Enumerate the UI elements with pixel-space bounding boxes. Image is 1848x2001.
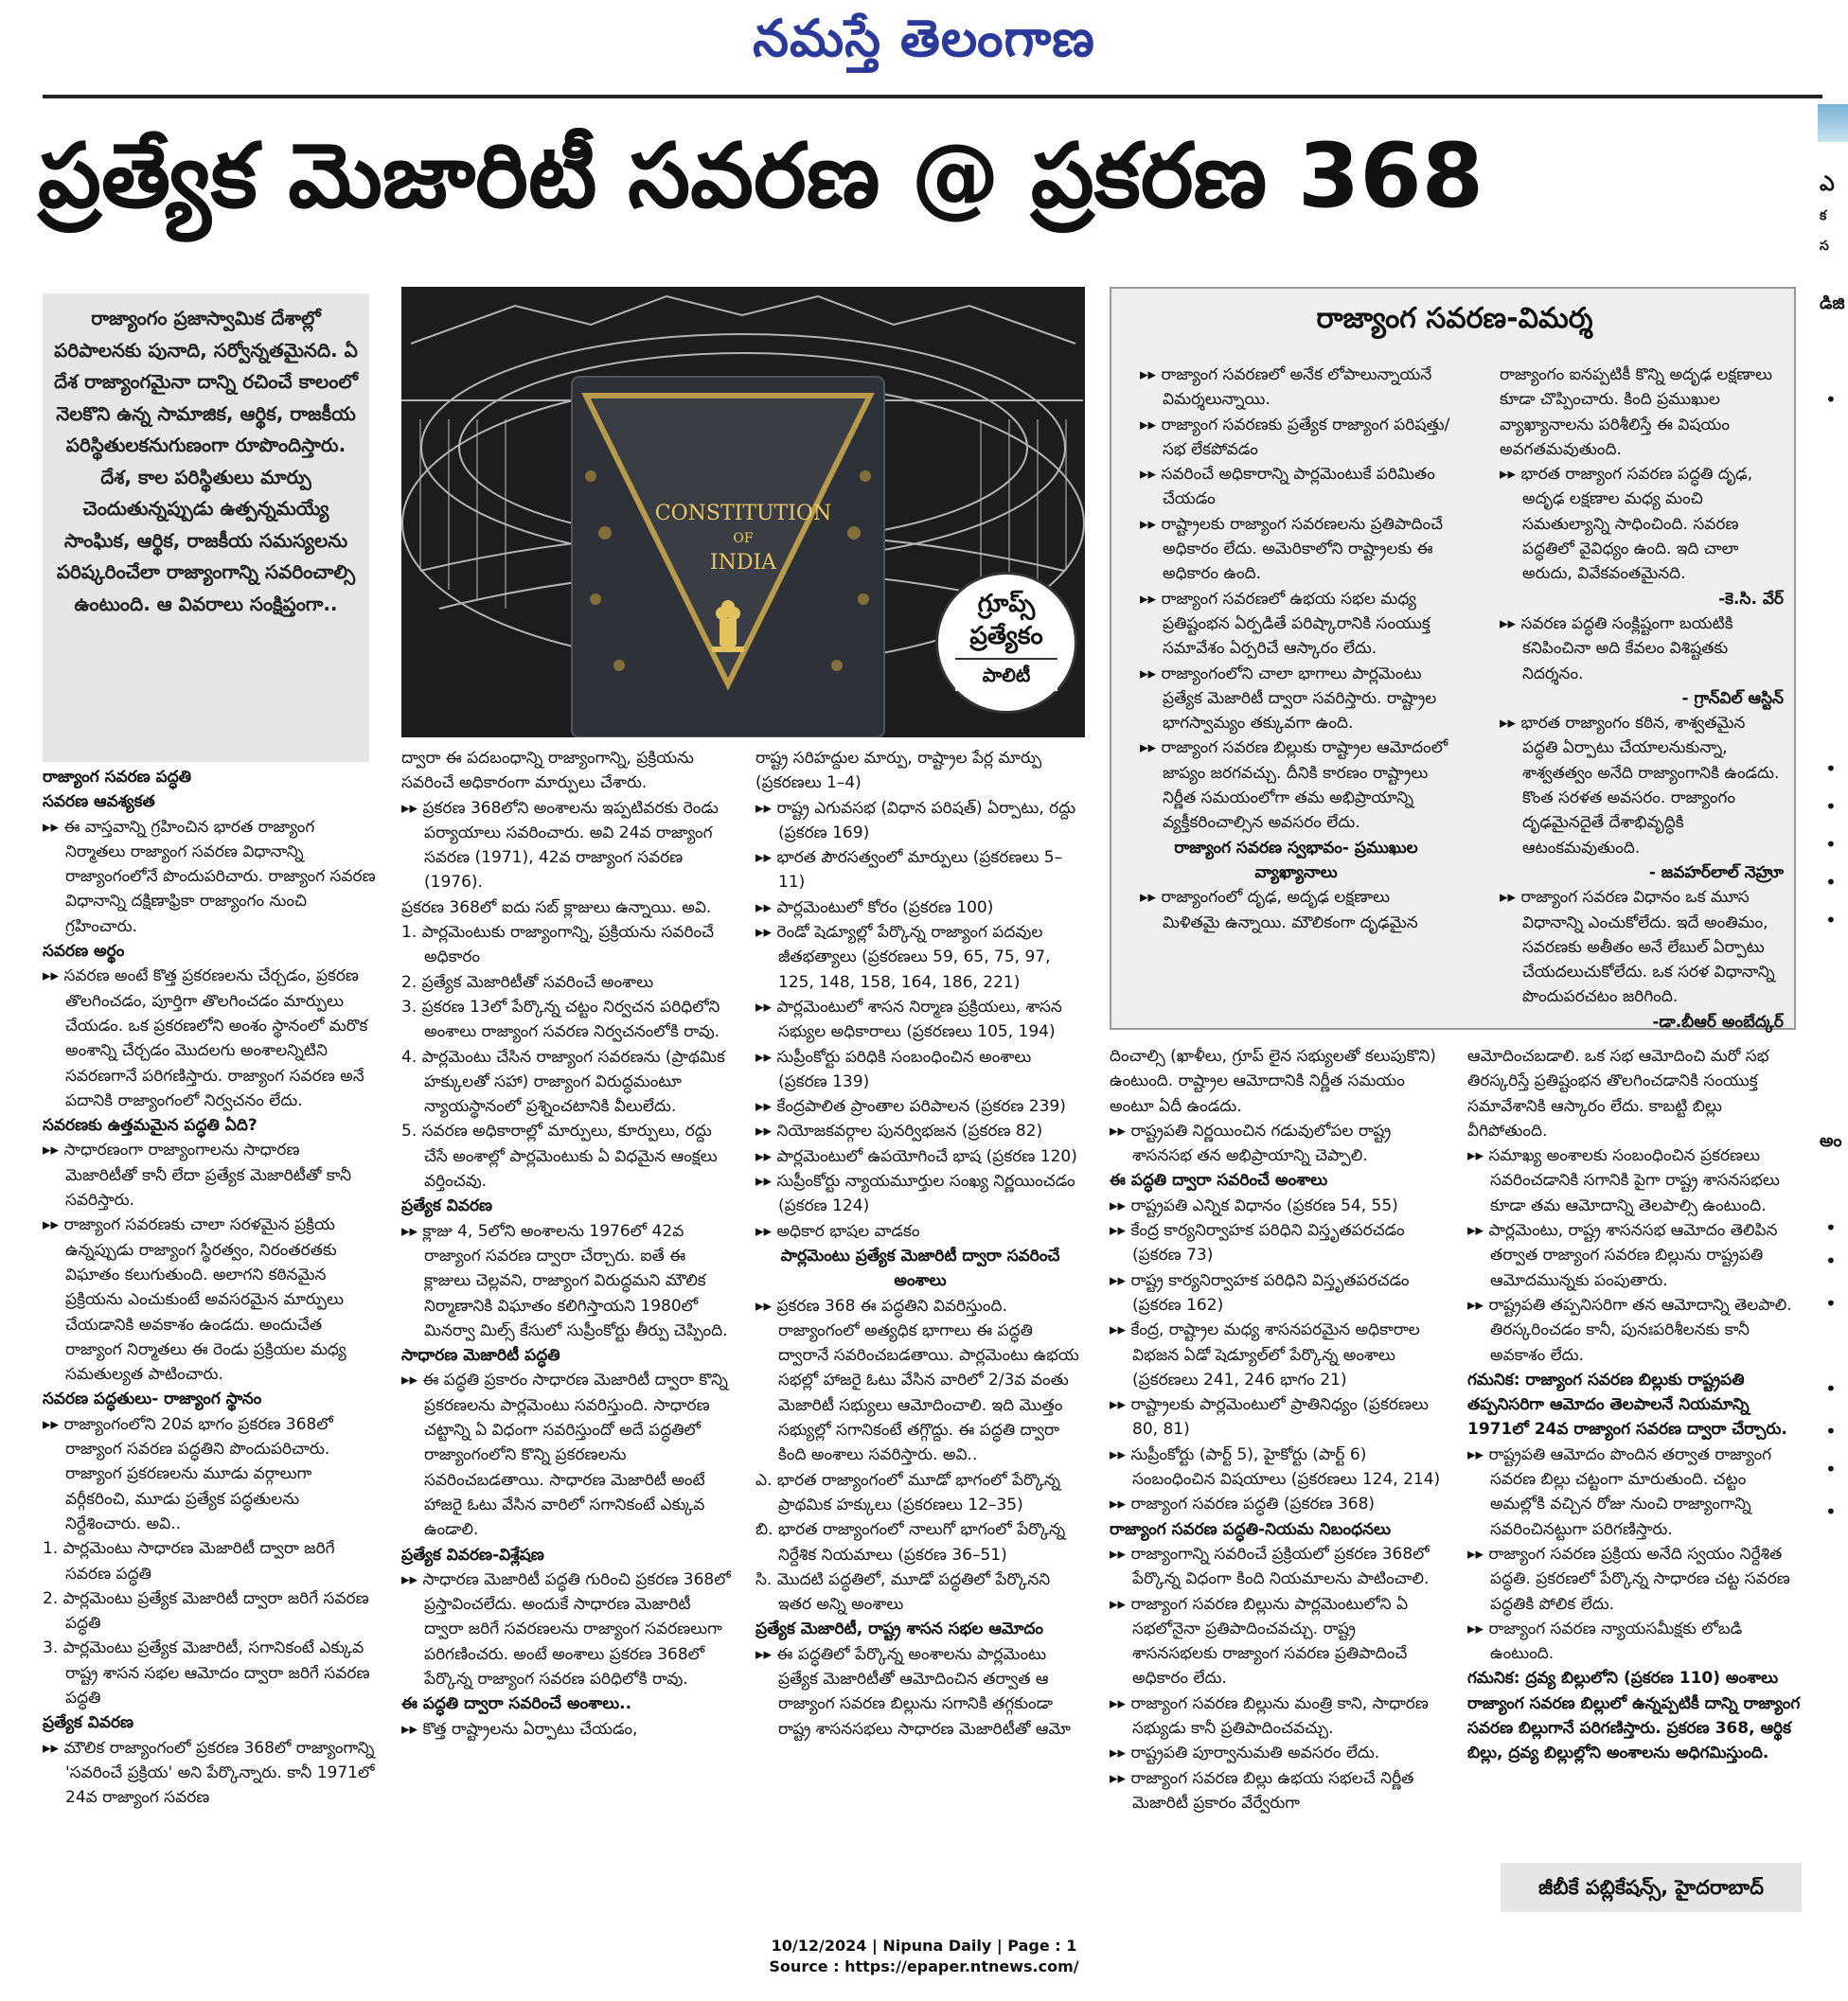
bullet-icon: •: [1825, 871, 1837, 894]
paragraph: ప్రకరణ 368లో ఐదు సబ్ క్లాజులు ఉన్నాయి. అవి.: [401, 897, 712, 917]
section-heading: రాజ్యాంగ సవరణ పద్ధతి-నియమ నిబంధనలు: [1110, 1519, 1391, 1539]
paragraph: 2. పార్లమెంటు ప్రత్యేక మెజారిటీ ద్వారా జరిగే సవరణ పద్ధతి: [43, 1588, 369, 1634]
paragraph: ▸▸ రాష్ట్రాలకు పార్లమెంటులో ప్రాతినిధ్యం (ప్రకరణలు 80, 81): [1110, 1395, 1429, 1440]
paragraph: ▸▸ రాజ్యాంగ సవరణ బిల్లును పార్లమెంటులోని ఏ సభలోనైనా ప్రతిపాదించవచ్చు. రాష్ట్ర శాసనసభలకు రాజ్యాంగ సవరణ ప్రతిపాదించే అధికారం లేదు.: [1110, 1594, 1409, 1689]
section-heading: సవరణ అర్థం: [43, 942, 125, 962]
paragraph: ఆమోదించబడాలి. ఒక సభ ఆమోదించి మరో సభ తిరస్కరిస్తే ప్రతిష్టంభన తొలగించడానికి సంయుక్త సమావేశానికి ఆస్కారం లేదు. కాబట్టి బిల్లు వీగిపోతుంది.: [1467, 1047, 1769, 1141]
paragraph: ▸▸ సవరించే అధికారాన్ని పార్లమెంటుకే పరిమితం చేయడం: [1140, 465, 1435, 509]
quote-author: -డా.బీఆర్ అంబేద్కర్: [1652, 1012, 1784, 1032]
paragraph: ▸▸ పార్లమెంటులో ఉపయోగించే భాష (ప్రకరణ 120): [755, 1146, 1077, 1166]
paragraph: ▸▸ కేంద్ర కార్యనిర్వాహక పరిధిని విస్తృతపరచడం (ప్రకరణ 73): [1110, 1221, 1405, 1266]
section-heading: ప్రత్యేక వివరణ-విశ్లేషణ: [401, 1545, 544, 1565]
paragraph: గమనిక: ద్రవ్య బిల్లులోని (ప్రకరణ 110) అంశాలు రాజ్యాంగ సవరణ బిల్లులో ఉన్నప్పటికీ దాన్ని రాజ్యాంగ సవరణ బిల్లుగానే పరిగణిస్తారు. ప్రకరణ 368, ఆర్థిక బిల్లు, ద్రవ్య బిల్లుల్లోని అంశాలను అధిగమిస్తుంది.: [1467, 1669, 1801, 1763]
bullet-icon: •: [1825, 1216, 1837, 1239]
paragraph: ▸▸ రాజ్యాంగ సవరణ న్యాయసమీక్షకు లోబడి ఉంటుంది.: [1467, 1619, 1743, 1664]
book-title-line: OF: [733, 531, 754, 546]
paragraph: ▸▸ రాష్ట్ర కార్యనిర్వాహక పరిధిని విస్తృతపరచడం (ప్రకరణ 162): [1110, 1270, 1410, 1315]
paragraph: రాజ్యాంగ సవరణ స్వభావం- ప్రముఖుల వ్యాఖ్యానాలు: [1174, 838, 1418, 882]
paragraph: ▸▸ ప్రకరణ 368 ఈ పద్ధతిని వివరిస్తుంది. రాజ్యాంగంలో అత్యధిక భాగాలు ఈ పద్ధతి ద్వారానే సవరించబడతాయి. పార్లమెంటు ఉభయ సభల్లో హాజరై ఓటు వేసిన వారిలో 2/3వ వంతు మెజారిటీ సభ్యులు ఆమోదించాలి. ఇది మొత్తం సభ్యుల్లో సగానికంటే తగ్గొద్దు. ఈ పద్ధతి ద్వారా కింది అంశాలు సవరిస్తారు. అవి..: [755, 1296, 1079, 1465]
paragraph: ▸▸ రాజ్యాంగ సవరణకు చాలా సరళమైన ప్రక్రియ ఉన్నప్పుడు రాజ్యాంగ స్థిరత్వం, నిరంతరతకు విఘాతం కలుగుతుంది. అలాగని కఠినమైన ప్రక్రియను ఎంచుకుంటే అవసరమైన మార్పులు చేయడానికి అవకాశం ఉండదు. అందుచేత రాజ్యాంగ నిర్మాతలు ఈ రెండు ప్రక్రియల మధ్య సమతుల్యత పాటించారు.: [43, 1215, 346, 1385]
footer-source: Source : https://epaper.ntnews.com/: [769, 1957, 1079, 1975]
paragraph: ▸▸ పార్లమెంటులో శాసన నిర్మాణ ప్రక్రియలు, శాసన సభ్యుల అధికారాలు (ప్రకరణలు 105, 194): [755, 997, 1062, 1042]
book-title-line: CONSTITUTION: [654, 502, 832, 525]
bullet-icon: •: [1825, 833, 1837, 856]
adjacent-fragment: ఎ: [1820, 172, 1835, 196]
paragraph: గమనిక: రాజ్యాంగ సవరణ బిల్లుకు రాష్ట్రపతి తప్పనిసరిగా ఆమోదం తెలపాలనే నియమాన్ని 1971లో 24వ రాజ్యాంగ సవరణ ద్వారా చేర్చారు.: [1467, 1370, 1787, 1440]
bullet-icon: •: [1825, 1458, 1837, 1480]
column-1: [43, 765, 376, 1810]
paragraph: రాజ్యాంగం ఐనప్పటికీ కొన్ని అదృఢ లక్షణాలు కూడా చొప్పించారు. కింది ప్రముఖుల వ్యాఖ్యానాలను పరిశీలిస్తే ఈ విషయం అవగతమవుతుంది.: [1500, 365, 1773, 459]
bullet-icon: •: [1825, 1420, 1837, 1443]
bullet-icon: •: [1825, 1377, 1837, 1400]
column-4: [1110, 1044, 1443, 1815]
bullet-icon: •: [1825, 1292, 1837, 1315]
badge-sub-text: పాలిటీ: [955, 658, 1057, 691]
paragraph: 5. సవరణ అధికారాల్లో మార్పులు, కూర్పులు, రద్దు చేసే అంశాల్లో పార్లమెంటుకు ఏ విధమైన ఆంక్షలు వర్తించవు.: [401, 1122, 718, 1192]
section-heading: ప్రత్యేక వివరణ: [401, 1196, 493, 1216]
paragraph: ▸▸ ఈ పద్ధతిలో పేర్కొన్న అంశాలను పార్లమెంటు ప్రత్యేక మెజారిటీతో ఆమోదించిన తర్వాత ఆ రాజ్యాంగ సవరణ బిల్లును సగానికి తగ్గకుండా రాష్ట్ర శాసనసభలు సాధారణ మెజారిటీతో ఆమో: [755, 1644, 1071, 1739]
paragraph: ▸▸ సమాఖ్య అంశాలకు సంబంధించిన ప్రకరణలు సవరించడానికి సగానికి పైగా రాష్ట్ర శాసనసభలు కూడా తమ ఆమోదాన్ని తెలపాల్సి ఉంటుంది.: [1467, 1146, 1780, 1215]
paragraph: ▸▸ ఈ వాస్తవాన్ని గ్రహించిన భారత రాజ్యాంగ నిర్మాతలు రాజ్యాంగ సవరణ విధానాన్ని రాజ్యాంగంలోనే పొందుపరిచారు. రాజ్యాంగ సవరణ విధానాన్ని దక్షిణాఫ్రికా రాజ్యాంగం నుంచి గ్రహించారు.: [43, 817, 376, 936]
paragraph: ▸▸ సవరణ పద్ధతి సంక్లిష్టంగా బయటికి కనిపించినా అది కేవలం విశిష్టతకు నిదర్శనం.: [1500, 613, 1733, 683]
paragraph: ▸▸ కొత్త రాష్ట్రాలను ఏర్పాటు చేయడం,: [401, 1719, 638, 1739]
section-heading: రాజ్యాంగ సవరణ పద్ధతి: [43, 768, 192, 787]
paragraph: ▸▸ క్లాజు 4, 5లోని అంశాలను 1976లో 42వ రాజ్యాంగ సవరణ ద్వారా చేర్చారు. ఐతే ఈ క్లాజులు చెల్లవని, రాజ్యాంగ విరుద్ధమని మౌలిక నిర్మాణానికి విఘాతం కలిగిస్తాయని 1980లో మినర్వా మిల్స్ కేసులో సుప్రీంకోర్టు తీర్పు చెప్పింది.: [401, 1221, 728, 1340]
paragraph: ▸▸ రాజ్యాంగ సవరణ బిల్లు ఉభయ సభలచే నిర్ణీత మెజారిటీ ప్రకారం వేర్వేరుగా: [1110, 1768, 1414, 1813]
paragraph: బి. భారత రాజ్యాంగంలో నాలుగో భాగంలో పేర్కొన్న నిర్దేశిక నియమాలు (ప్రకరణ 36–51): [755, 1520, 1066, 1565]
paragraph: ▸▸ భారత రాజ్యాంగ సవరణ పద్ధతి దృఢ, అదృఢ లక్షణాల మధ్య మంచి సమతుల్యాన్ని సాధించింది. సవరణ పద్ధతిలో వైవిధ్యం ఉంది. ఇది చాలా అరుదు, వివేకవంతమైనది.: [1500, 465, 1753, 584]
paragraph: ▸▸ రాష్ట్రపతి నిర్ణయించిన గడువులోపల రాష్ట్ర శాసనసభ తన అభిప్రాయాన్ని చెప్పాలి.: [1110, 1121, 1392, 1166]
paragraph: ▸▸ రాజ్యాంగ సవరణకు ప్రత్యేక రాజ్యాంగ పరిషత్తు/సభ లేకపోవడం: [1140, 415, 1450, 459]
paragraph: ▸▸ రాజ్యాంగ సవరణలో ఉభయ సభల మధ్య ప్రతిష్టంభన ఏర్పడితే పరిష్కారానికి సంయుక్త సమావేశం ఏర్పరిచే ఆస్కారం లేదు.: [1140, 589, 1430, 659]
paragraph: ▸▸ సుప్రీంకోర్టు (పార్ట్ 5), హైకోర్టు (పార్ట్ 6) సంబంధించిన విషయాలు (ప్రకరణలు 124, 214): [1110, 1444, 1441, 1490]
paragraph: ▸▸ రాష్ట్రాలకు రాజ్యాంగ సవరణలను ప్రతిపాదించే అధికారం లేదు. అమెరికాలోని రాష్ట్రాలకు ఈ అధికారం ఉంది.: [1140, 514, 1444, 584]
column-5: [1467, 1044, 1801, 1766]
paragraph: ▸▸ సవరణ అంటే కొత్త ప్రకరణలను చేర్చడం, ప్రకరణ తొలగించడం, పూర్తిగా తొలగించడం మార్పులు చేయడం. ఒక ప్రకరణలోని అంశం స్థానంలో మరొక అంశాన్ని చేర్చడం మొదలగు అంశాలన్నిటిని సవరణగానే పరిగణిస్తారు. రాజ్యాంగ సవరణ అనే పదానికి రాజ్యాంగంలో నిర్వచనం లేదు.: [43, 966, 368, 1110]
paragraph: సి. మొదటి పద్ధతిలో, మూడో పద్ధతిలో పేర్కొనని ఇతర అన్ని అంశాలు: [755, 1569, 1051, 1615]
paragraph: ▸▸ మౌలిక రాజ్యాంగంలో ప్రకరణ 368లో రాజ్యాంగాన్ని 'సవరించే ప్రక్రియ' అని పేర్కొన్నారు. కానీ 1971లో 24వ రాజ్యాంగ సవరణ: [43, 1738, 375, 1808]
paragraph: 1. పార్లమెంటుకు రాజ్యాంగాన్ని, ప్రక్రియను సవరించే అధికారం: [401, 923, 715, 967]
paragraph: ▸▸ రాష్ట్రపతి ఆమోదం పొందిన తర్వాత రాజ్యాంగ సవరణ బిల్లు చట్టంగా మారుతుంది. చట్టం అమల్లోకి వచ్చిన రోజు నుంచి రాజ్యాంగాన్ని సవరించినట్టుగా పరిగణిస్తారు.: [1467, 1444, 1771, 1539]
header-rule: [43, 95, 1822, 98]
adjacent-fragment: డిజి: [1820, 293, 1845, 313]
paragraph: ▸▸ సాధారణ మెజారిటీ పద్ధతి గురించి ప్రకరణ 368లో ప్రస్తావించలేదు. అందుకే సాధారణ మెజారిటీ ద్వారా జరిగే సవరణలను రాజ్యాంగ సవరణలుగా పరిగణించరు. అంటే అంశాలు ప్రకరణ 368లో పేర్కొన్న రాజ్యాంగ సవరణ పరిధిలోకి రావు.: [401, 1569, 731, 1689]
paragraph: ▸▸ రాజ్యాంగంలోని 20వ భాగం ప్రకరణ 368లో రాజ్యాంగ సవరణ పద్ధతిని పొందుపరిచారు. రాజ్యాంగ ప్రకరణలను మూడు వర్గాలుగా వర్గీకరించి, మూడు ప్రత్యేక పద్ధతులను నిర్దేశించారు. అవి..: [43, 1414, 333, 1533]
paragraph: ▸▸ భారత పౌరసత్వంలో మార్పులు (ప్రకరణలు 5–11): [755, 848, 1063, 893]
badge-main-text: గ్రూప్స్ ప్రత్యేకం: [969, 590, 1043, 650]
paragraph: 4. పార్లమెంటు చేసిన రాజ్యాంగ సవరణను (ప్రాథమిక హక్కులతో సహా) రాజ్యాంగ విరుద్ధమంటూ న్యాయస్థానంలో ప్రశ్నించటానికి వీలులేదు.: [401, 1047, 725, 1117]
paragraph: ఎ. భారత రాజ్యాంగంలో మూడో భాగంలో పేర్కొన్న ప్రాథమిక హక్కులు (ప్రకరణలు 12–35): [755, 1470, 1060, 1514]
bullet-icon: •: [1825, 388, 1837, 411]
book-cover-title: [644, 500, 843, 577]
paragraph: ▸▸ ఈ పద్ధతి ప్రకారం సాధారణ మెజారిటీ ద్వారా కొన్ని ప్రకరణలను పార్లమెంటు సవరిస్తుంది. సాధారణ చట్టాన్ని ఏ విధంగా సవరిస్తుందో అదే పద్ధతిలో రాజ్యాంగంలోని కొన్ని ప్రకరణలను సవరించబడతాయి. సాధారణ మెజారిటీ అంటే హాజరై ఓటు వేసిన వారిలో సగానికంటే ఎక్కువ ఉండాలి.: [401, 1371, 728, 1540]
paragraph: ▸▸ సుప్రీంకోర్టు న్యాయమూర్తుల సంఖ్య నిర్ణయించడం (ప్రకరణ 124): [755, 1172, 1075, 1216]
paragraph: ▸▸ అధికార భాషల వాడకం: [755, 1221, 920, 1241]
paragraph: ▸▸ రాజ్యాంగ సవరణలో అనేక లోపాలున్నాయనే విమర్శలున్నాయి.: [1140, 365, 1432, 410]
adjacent-fragment: అం: [1820, 1131, 1842, 1151]
paragraph: ▸▸ రాజ్యాంగ సవరణ విధానం ఒక మూస విధానాన్ని ఎంచుకోలేదు. ఇదే అంతిమం, సవరణకు అతీతం అనే లేబుల్ ఏర్పాటు చేయదలుచుకోలేదు. ఒక సరళ విధానాన్ని పొందుపరచటం జరిగింది.: [1500, 888, 1775, 1007]
section-heading: ఈ పద్ధతి ద్వారా సవరించే అంశాలు..: [401, 1694, 632, 1714]
quote-author: - గ్రాన్‌విల్ ఆస్టిన్: [1681, 688, 1784, 708]
paragraph: ▸▸ రాజ్యాంగంలోని చాలా భాగాలు పార్లమెంటు ప్రత్యేక మెజారిటీ ద్వారా సవరిస్తారు. రాష్ట్రాల భాగస్వామ్యం తక్కువగా ఉంది.: [1140, 664, 1437, 734]
paragraph: ▸▸ రాజ్యాంగ సవరణ బిల్లును మంత్రి కాని, సాధారణ సభ్యుడు కానీ ప్రతిపాదించవచ్చు.: [1110, 1693, 1429, 1739]
paragraph: ▸▸ రెండో షెడ్యూల్లో పేర్కొన్న రాజ్యాంగ పదవుల జీతభత్యాలు (ప్రకరణలు 59, 65, 75, 97, 125, 148, 158, 164, 186, 221): [755, 923, 1051, 992]
adjacent-page-strip: [1818, 104, 1848, 1978]
quote-author: - జవహర్‌లాల్ నెహ్రూ: [1648, 862, 1784, 882]
groups-special-badge: [935, 572, 1077, 714]
criticism-box-right: [1500, 363, 1784, 1035]
paragraph: ▸▸ రాజ్యాంగ సవరణ పద్ధతి (ప్రకరణ 368): [1110, 1495, 1376, 1514]
paragraph: 1. పార్లమెంటు సాధారణ మెజారిటీ ద్వారా జరిగే సవరణ పద్ధతి: [43, 1539, 335, 1584]
paragraph: దించాల్సి (ఖాళీలు, గ్రూప్ లైన సభ్యులతో కలుపుకొని) ఉంటుంది. రాష్ట్రాల ఆమోదానికి నిర్ణీత సమయం అంటూ ఏదీ ఉండదు.: [1110, 1047, 1436, 1116]
bullet-icon: •: [1825, 909, 1837, 931]
section-heading: సవరణకు ఉత్తమమైన పద్ధతి ఏది?: [43, 1116, 258, 1136]
paragraph: ▸▸ పార్లమెంటులో కోరం (ప్రకరణ 100): [755, 897, 994, 917]
criticism-box-left: [1140, 363, 1452, 935]
bullet-icon: •: [1825, 757, 1837, 780]
quote-author: -కె.సి. వేర్: [1718, 589, 1784, 609]
paragraph: ▸▸ రాజ్యాంగ సవరణ ప్రక్రియ అనేది స్వయం నిర్దేశిత పద్ధతి. ప్రకరణలో పేర్కొన్న సాధారణ చట్ట సవరణ పద్ధతికి పోలిక లేదు.: [1467, 1544, 1790, 1614]
column-2: [401, 746, 731, 1742]
paragraph: రాష్ట్ర సరిహద్దుల మార్పు, రాష్ట్రాల పేర్ల మార్పు (ప్రకరణలు 1–4): [755, 749, 1042, 793]
masthead-logo: నమస్తే తెలంగాణ: [753, 8, 1095, 68]
paragraph: ▸▸ ప్రకరణ 368లోని అంశాలను ఇప్పటివరకు రెండు పర్యాయాలు సవరించారు. అవి 24వ రాజ్యాంగ సవరణ (1971), 42వ రాజ్యాంగ సవరణ (1976).: [401, 798, 719, 893]
adjacent-fragment: స: [1820, 239, 1829, 254]
paragraph: ▸▸ సాధారణంగా రాజ్యాంగాలను సాధారణ మెజారిటీతో కానీ లేదా ప్రత్యేక మెజారిటీతో కానీ సవరిస్తారు.: [43, 1141, 352, 1211]
page-footer: [0, 1936, 1848, 1977]
bullet-icon: •: [1825, 1500, 1837, 1523]
paragraph: 2. ప్రత్యేక మెజారిటీతో సవరించే అంశాలు: [401, 972, 654, 992]
paragraph: ▸▸ రాజ్యాంగాన్ని సవరించే ప్రక్రియలో ప్రకరణ 368లో పేర్కొన్న విధంగా కింది నియమాలను పాటించాలి.: [1110, 1544, 1430, 1589]
paragraph: ▸▸ సుప్రీంకోర్టు పరిధికి సంబంధించిన అంశాలు (ప్రకరణ 139): [755, 1047, 1032, 1091]
adjacent-fragment: క: [1820, 208, 1827, 223]
paragraph: పార్లమెంటు ప్రత్యేక మెజారిటీ ద్వారా సవరించే అంశాలు: [780, 1246, 1060, 1291]
paragraph: ▸▸ రాష్ట్రపతి తప్పనిసరిగా తన ఆమోదాన్ని తెలపాలి. తిరస్కరించడం కానీ, పునఃపరిశీలనకు కానీ అవకాశం లేదు.: [1467, 1295, 1792, 1365]
paragraph: ▸▸ పార్లమెంటు, రాష్ట్ర శాసనసభ ఆమోదం తెలిపిన తర్వాత రాజ్యాంగ సవరణ బిల్లును రాష్ట్రపతి ఆమోదమున్నకు పంపుతారు.: [1467, 1221, 1778, 1290]
paragraph: ▸▸ రాష్ట్రపతి పూర్వానుమతి అవసరం లేదు.: [1110, 1744, 1380, 1763]
section-heading: సాధారణ మెజారిటీ పద్ధతి: [401, 1346, 560, 1366]
paragraph: 3. పార్లమెంటు ప్రత్యేక మెజారిటీ, సగానికంటే ఎక్కువ రాష్ట్ర శాసన సభల ఆమోదం ద్వారా జరిగే సవరణ పద్ధతి: [43, 1638, 370, 1708]
bullet-icon: •: [1825, 795, 1837, 818]
footer-date-page: 10/12/2024 | Nipuna Daily | Page : 1: [771, 1937, 1077, 1955]
section-heading: ఈ పద్ధతి ద్వారా సవరించే అంశాలు: [1110, 1171, 1328, 1191]
section-heading: సవరణ పద్ధతులు- రాజ్యాంగ స్థానం: [43, 1390, 262, 1409]
criticism-box-title: రాజ్యాంగ సవరణ-విమర్శ: [1316, 302, 1593, 335]
paragraph: ▸▸ నియోజకవర్గాల పునర్విభజన (ప్రకరణ 82): [755, 1122, 1043, 1142]
paragraph: ▸▸ భారత రాజ్యాంగం కఠిన, శాశ్వతమైన పద్ధతి ఏర్పాటు చేయాలనుకున్నా, శాశ్వతత్వం అనేది రాజ్యాంగానికి ఉండదు. కొంత సరళత అవసరం. రాజ్యాంగం దృఢమైనదైతే దేశాభివృద్ధికి ఆటంకమవుతుంది.: [1500, 714, 1780, 858]
headline: ప్రత్యేక మెజారిటీ సవరణ @ ప్రకరణ 368: [38, 125, 1484, 228]
intro-summary: రాజ్యాంగం ప్రజాస్వామిక దేశాల్లో పరిపాలనకు పునాది, సర్వోన్నతమైనది. ఏ దేశ రాజ్యాంగమైనా దాన్ని రచించే కాలంలో నెలకొని ఉన్న సామాజిక, ఆర్థిక, రాజకీయ పరిస్థితులకనుగుణంగా రూపొందిస్తారు. దేశ, కాల పరిస్థితులు మార్పు చెందుతున్నప్పుడు ఉత్పన్నమయ్యే సాంఘిక, ఆర్థిక, రాజకీయ సమస్యలను పరిష్కరించేలా రాజ్యాంగాన్ని సవరించాల్సి ఉంటుంది. ఆ వివరాలు సంక్షిప్తంగా..: [43, 293, 369, 762]
paragraph: ▸▸ కేంద్రపాలిత ప్రాంతాల పరిపాలన (ప్రకరణ 239): [755, 1097, 1066, 1117]
adjacent-thumbnail: [1818, 104, 1848, 142]
criticism-box: [1110, 287, 1796, 1030]
column-3: [755, 746, 1085, 1742]
section-heading: ప్రత్యేక వివరణ: [43, 1713, 134, 1733]
section-heading: ప్రత్యేక మెజారిటీ, రాష్ట్ర శాసన సభల ఆమోదం: [755, 1620, 1044, 1639]
paragraph: ▸▸ రాజ్యాంగ సవరణ బిల్లుకు రాష్ట్రాల ఆమోదంలో జాప్యం జరగవచ్చు. దీనికి కారణం రాష్ట్రాలు నిర్ణీత సమయంలోగా తమ అభిప్రాయాన్ని వ్యక్తీకరించాల్సిన అవసరం లేదు.: [1140, 738, 1448, 833]
publisher-credit: జీబీకే పబ్లికేషన్స్, హైదరాబాద్: [1501, 1863, 1802, 1912]
paragraph: ▸▸ రాష్ట్రపతి ఎన్నిక విధానం (ప్రకరణ 54, 55): [1110, 1195, 1398, 1215]
paragraph: 3. ప్రకరణ 13లో పేర్కొన్న చట్టం నిర్వచన పరిధిలోని అంశాలు రాజ్యాంగ సవరణ నిర్వచనంలోకి రావు.: [401, 997, 720, 1042]
paragraph: ▸▸ రాష్ట్ర ఎగువసభ (విధాన పరిషత్) ఏర్పాటు, రద్దు (ప్రకరణ 169): [755, 798, 1076, 842]
book-title-line: INDIA: [709, 551, 777, 575]
bullet-icon: •: [1825, 1249, 1837, 1272]
paragraph: ▸▸ రాజ్యాంగంలో దృఢ, అదృఢ లక్షణాలు మిళితమై ఉన్నాయి. మౌలికంగా దృఢమైన: [1140, 888, 1418, 932]
paragraph: ▸▸ కేంద్ర, రాష్ట్రాల మధ్య శాసనపరమైన అధికారాల విభజన ఏడో షెడ్యూల్‌లో పేర్కొన్న అంశాలు (ప్రకరణలు 241, 246 భాగం 21): [1110, 1320, 1420, 1390]
paragraph: ద్వారా ఈ పదబంధాన్ని రాజ్యాంగాన్ని, ప్రక్రియను సవరించే అధికారంగా మార్పులు చేశారు.: [401, 749, 694, 793]
section-heading: సవరణ ఆవశ్యకత: [43, 792, 155, 812]
